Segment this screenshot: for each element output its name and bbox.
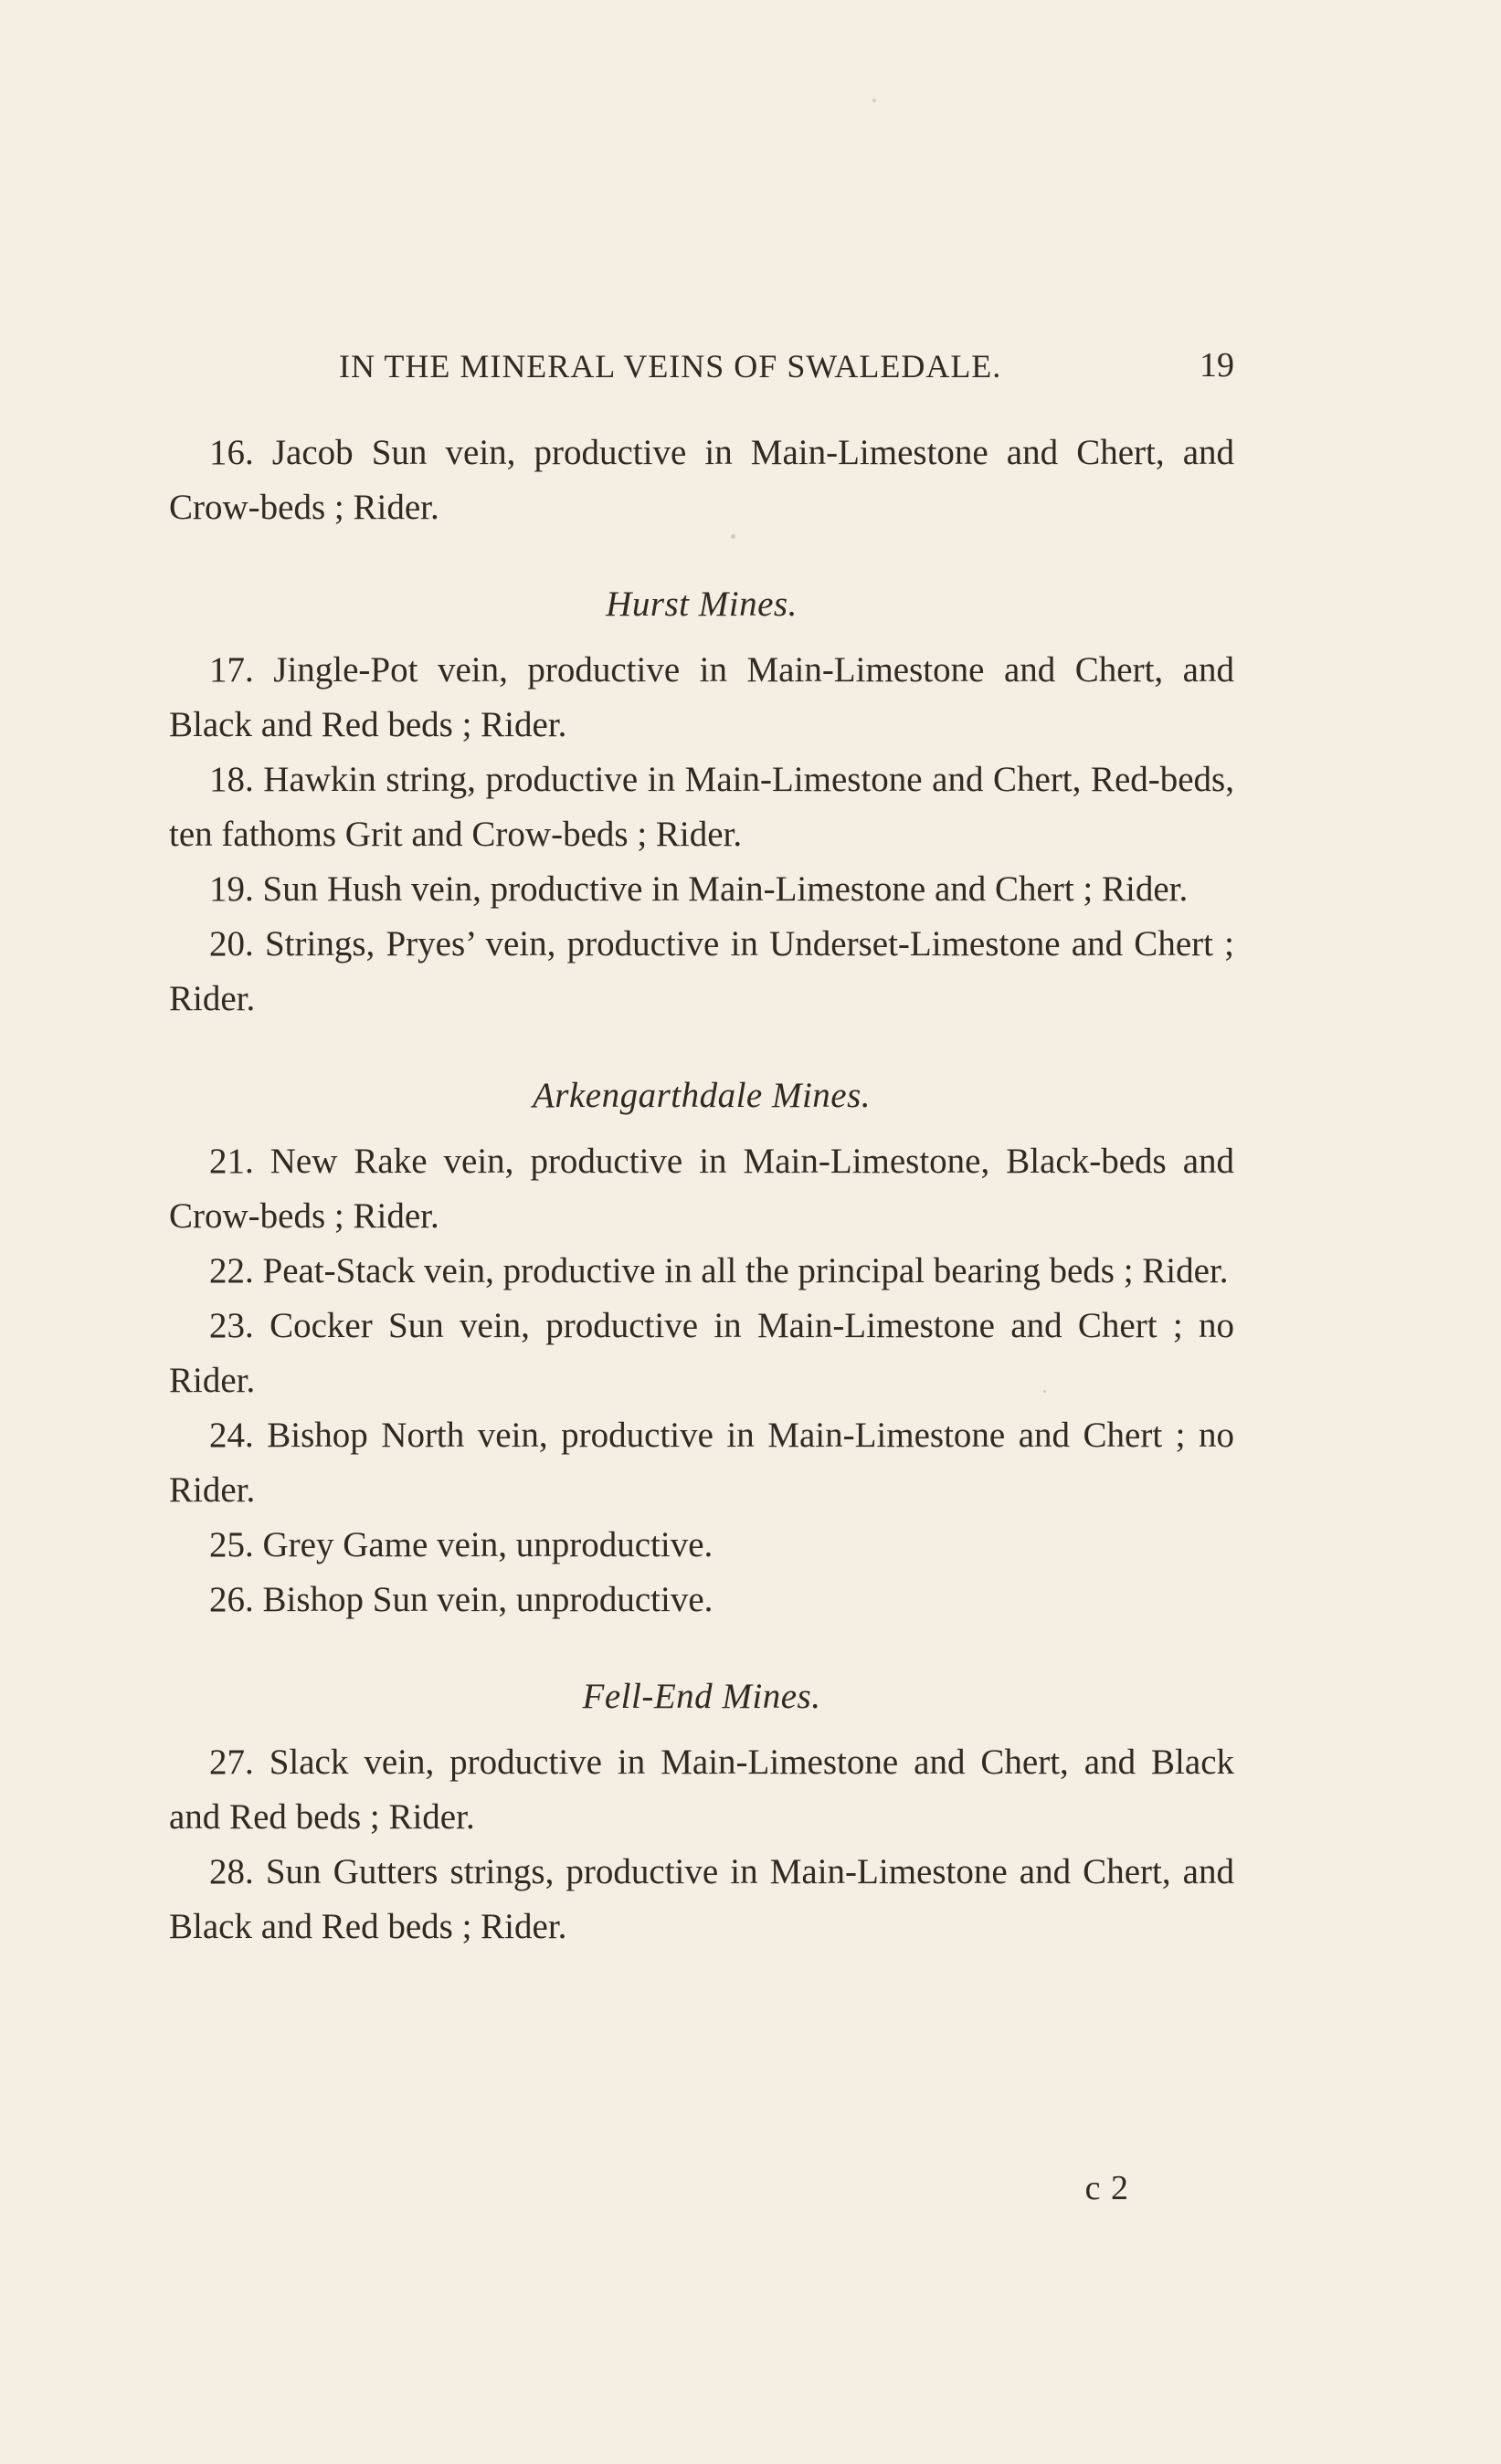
entry-number: 18. xyxy=(209,760,254,799)
entry-number: 19. xyxy=(209,869,254,909)
section-heading-fell-end-mines: Fell-End Mines. xyxy=(582,1677,821,1716)
entry-text: Bishop Sun vein, unproductive. xyxy=(262,1580,714,1619)
entry-22 xyxy=(169,1244,1234,1299)
entry-number: 20. xyxy=(209,924,254,963)
entry-number: 22. xyxy=(209,1251,254,1290)
entry-23 xyxy=(169,1299,1234,1408)
entry-text: Bishop North vein, productive in Main-Limestone and Chert ; no Rider. xyxy=(169,1416,1234,1510)
entry-number: 25. xyxy=(209,1525,254,1564)
entry-text: Peat-Stack vein, productive in all the principal bearing beds ; Rider. xyxy=(262,1251,1229,1290)
entry-19 xyxy=(169,862,1234,917)
entry-18 xyxy=(169,753,1234,862)
entry-number: 24. xyxy=(209,1416,254,1455)
entry-text: Slack vein, productive in Main-Limestone and Chert, and Black and Red beds ; Rider. xyxy=(169,1743,1235,1837)
entry-21 xyxy=(169,1134,1234,1244)
entry-number: 21. xyxy=(209,1142,254,1181)
entry-number: 16. xyxy=(209,433,254,472)
entry-text: Grey Game vein, unproductive. xyxy=(262,1525,714,1564)
entry-27 xyxy=(169,1735,1234,1845)
entry-number: 26. xyxy=(209,1580,254,1619)
entry-20 xyxy=(169,917,1234,1027)
entry-26 xyxy=(169,1573,1234,1627)
section-heading-hurst-mines: Hurst Mines. xyxy=(606,584,798,624)
entry-number: 27. xyxy=(209,1743,254,1782)
entry-28 xyxy=(169,1845,1234,1954)
section-heading-arkengarthdale-mines: Arkengarthdale Mines. xyxy=(532,1076,872,1115)
paper-speck xyxy=(872,99,876,102)
entry-text: Strings, Pryes’ vein, productive in Underset-Limestone and Chert ; Rider. xyxy=(169,924,1235,1018)
entry-25 xyxy=(169,1518,1234,1573)
paper-speck xyxy=(731,534,735,539)
page-number: 19 xyxy=(1200,346,1234,384)
entry-number: 17. xyxy=(209,650,254,690)
entry-number: 23. xyxy=(209,1306,254,1345)
entry-text: New Rake vein, productive in Main-Limestone, Black-beds and Crow-beds ; Rider. xyxy=(169,1142,1234,1236)
entry-16 xyxy=(169,426,1234,535)
entry-17 xyxy=(169,643,1234,753)
running-title: IN THE MINERAL VEINS OF SWALEDALE. xyxy=(339,348,1002,384)
entry-text: Sun Gutters strings, productive in Main-Limestone and Chert, and Black and Red beds ; Rider. xyxy=(169,1852,1234,1946)
entry-number: 28. xyxy=(209,1852,254,1891)
signature-mark: c 2 xyxy=(1084,2169,1129,2207)
entry-text: Cocker Sun vein, productive in Main-Limestone and Chert ; no Rider. xyxy=(169,1306,1235,1400)
entry-text: Hawkin string, productive in Main-Limestone and Chert, Red-beds, ten fathoms Grit and Crow-beds ; Rider. xyxy=(169,760,1234,854)
entry-text: Jingle-Pot vein, productive in Main-Limestone and Chert, and Black and Red beds ; Rider. xyxy=(169,650,1234,744)
text-block xyxy=(169,426,1234,1954)
entry-text: Jacob Sun vein, productive in Main-Limestone and Chert, and Crow-beds ; Rider. xyxy=(169,433,1235,527)
entry-24 xyxy=(169,1408,1234,1518)
paper-speck xyxy=(1043,1390,1046,1393)
running-head xyxy=(169,340,1234,385)
entry-text: Sun Hush vein, productive in Main-Limestone and Chert ; Rider. xyxy=(262,869,1189,909)
